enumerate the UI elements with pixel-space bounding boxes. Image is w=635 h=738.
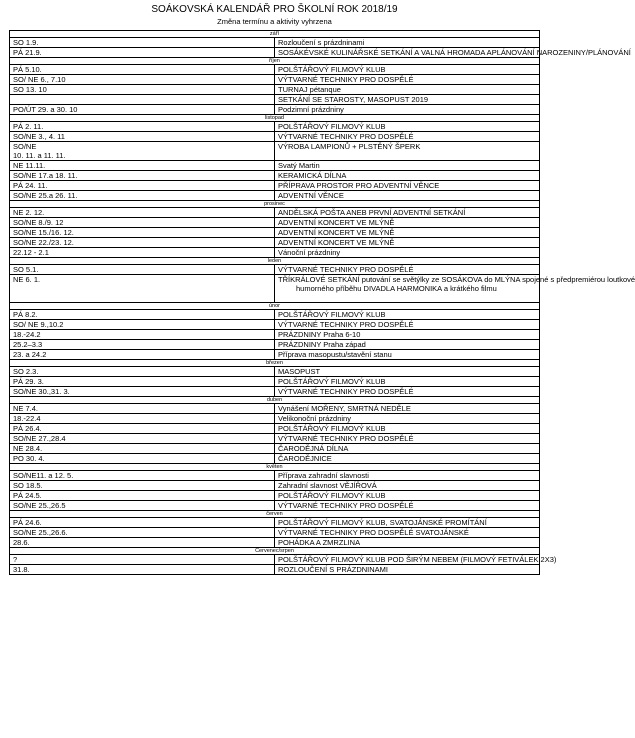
event-date: NE 28.4. bbox=[10, 444, 275, 454]
event-date: PÁ 26.4. bbox=[10, 424, 275, 434]
event-name: VÝTVARNÉ TECHNIKY PRO DOSPĚLÉ bbox=[275, 434, 540, 444]
event-row bbox=[10, 238, 540, 248]
month-label: září bbox=[10, 31, 540, 38]
event-row bbox=[10, 454, 540, 464]
event-name: VÝTVARNÉ TECHNIKY PRO DOSPĚLÉ bbox=[275, 132, 540, 142]
event-date: PÁ 24.6. bbox=[10, 518, 275, 528]
event-date: NE 2. 12. bbox=[10, 208, 275, 218]
event-row bbox=[10, 565, 540, 575]
event-date: NE 7.4. bbox=[10, 404, 275, 414]
event-date: PÁ 21.9. bbox=[10, 48, 275, 58]
event-name: ADVENTNÍ KONCERT VE MLÝNĚ bbox=[275, 238, 540, 248]
event-name: VÝTVARNÉ TECHNIKY PRO DOSPĚLÉ bbox=[275, 320, 540, 330]
event-row bbox=[10, 320, 540, 330]
month-label: květen bbox=[10, 464, 540, 471]
event-row bbox=[10, 248, 540, 258]
month-header-row bbox=[10, 115, 540, 122]
event-date: NE 6. 1. bbox=[10, 275, 275, 303]
event-row bbox=[10, 518, 540, 528]
event-date: 25.2–3.3 bbox=[10, 340, 275, 350]
event-name: SETKÁNÍ SE STAROSTY, MASOPUST 2019 bbox=[275, 95, 540, 105]
month-header-row bbox=[10, 464, 540, 471]
month-label: říjen bbox=[10, 58, 540, 65]
event-row bbox=[10, 481, 540, 491]
event-row bbox=[10, 350, 540, 360]
event-name: Vánoční prázdniny bbox=[275, 248, 540, 258]
event-date: NE 11.11. bbox=[10, 161, 275, 171]
event-date: SO/ NE 9.,10.2 bbox=[10, 320, 275, 330]
event-date: SO/NE 3., 4. 11 bbox=[10, 132, 275, 142]
event-date: SO 13. 10 bbox=[10, 85, 275, 95]
event-name: POLŠTÁŘOVÝ FILMOVÝ KLUB POD ŠIRÝM NEBEM (FILMOVÝ FETIVÁLEK 2X3) bbox=[275, 555, 540, 565]
event-row bbox=[10, 105, 540, 115]
event-name: PRÁZDNINY Praha 6-10 bbox=[275, 330, 540, 340]
event-date: SO/NE 25.a 26. 11. bbox=[10, 191, 275, 201]
event-name: POLŠTÁŘOVÝ FILMOVÝ KLUB bbox=[275, 122, 540, 132]
event-name bbox=[275, 275, 635, 303]
event-date: SO/NE 25.,26.5 bbox=[10, 501, 275, 511]
event-date: PÁ 8.2. bbox=[10, 310, 275, 320]
month-label: Červenec/srpen bbox=[10, 548, 540, 555]
event-date: PÁ 5.10. bbox=[10, 65, 275, 75]
event-date: 28.6. bbox=[10, 538, 275, 548]
event-row bbox=[10, 181, 540, 191]
month-header-row bbox=[10, 548, 540, 555]
event-row bbox=[10, 142, 540, 161]
event-name: VÝTVARNÉ TECHNIKY PRO DOSPĚLÉ bbox=[275, 75, 540, 85]
event-name: POLŠTÁŘOVÝ FILMOVÝ KLUB bbox=[275, 491, 540, 501]
event-name: ADVENTNÍ KONCERT VE MLÝNĚ bbox=[275, 228, 540, 238]
event-date: SO/NE 8./9. 12 bbox=[10, 218, 275, 228]
event-date: ? bbox=[10, 555, 275, 565]
month-header-row bbox=[10, 397, 540, 404]
event-name: ROZLOUČENÍ S PRÁZDNINAMI bbox=[275, 565, 540, 575]
event-name: ČARODĚJNÁ DÍLNA bbox=[275, 444, 540, 454]
event-name: TURNAJ pétanque bbox=[275, 85, 540, 95]
event-row bbox=[10, 501, 540, 511]
month-header-row bbox=[10, 201, 540, 208]
event-row bbox=[10, 330, 540, 340]
event-row bbox=[10, 75, 540, 85]
event-name: Svatý Martin bbox=[275, 161, 540, 171]
month-label: prosinec bbox=[10, 201, 540, 208]
event-name: ČARODĚJNICE bbox=[275, 454, 540, 464]
event-name: PRÁZDNINY Praha západ bbox=[275, 340, 540, 350]
event-row bbox=[10, 38, 540, 48]
month-header-row bbox=[10, 258, 540, 265]
event-date: PÁ 24.5. bbox=[10, 491, 275, 501]
month-label: duben bbox=[10, 397, 540, 404]
event-date: SO/NE 17.a 18. 11. bbox=[10, 171, 275, 181]
event-date-line: SO/NE bbox=[13, 142, 37, 151]
month-label: březen bbox=[10, 360, 540, 367]
event-row bbox=[10, 310, 540, 320]
event-row bbox=[10, 265, 540, 275]
event-date: SO/NE 15./16. 12. bbox=[10, 228, 275, 238]
event-date bbox=[10, 95, 275, 105]
event-row bbox=[10, 85, 540, 95]
event-name: ADVENTNÍ KONCERT VE MLÝNĚ bbox=[275, 218, 540, 228]
event-row bbox=[10, 95, 540, 105]
event-date: SO 5.1. bbox=[10, 265, 275, 275]
event-name: POLŠTÁŘOVÝ FILMOVÝ KLUB bbox=[275, 310, 540, 320]
event-date: 18.-22.4 bbox=[10, 414, 275, 424]
event-name-line: TŘÍKRÁLOVÉ SETKÁNÍ putování se světýlky ze SOSÁKOVA do MLÝNA spojené s předpremiérou loutkové bbox=[278, 275, 635, 284]
event-date: SO 2.3. bbox=[10, 367, 275, 377]
event-name: VÝTVARNÉ TECHNIKY PRO DOSPĚLÉ bbox=[275, 387, 540, 397]
event-row bbox=[10, 491, 540, 501]
event-date: 18.-24.2 bbox=[10, 330, 275, 340]
month-label: leden bbox=[10, 258, 540, 265]
event-row bbox=[10, 340, 540, 350]
event-row bbox=[10, 434, 540, 444]
event-row bbox=[10, 48, 540, 58]
event-name: Vynášení MOŘENY, SMRTNÁ NEDĚLE bbox=[275, 404, 540, 414]
month-header-row bbox=[10, 511, 540, 518]
event-row bbox=[10, 122, 540, 132]
event-row bbox=[10, 377, 540, 387]
event-row bbox=[10, 538, 540, 548]
event-name: ANDĚLSKÁ POŠTA ANEB PRVNÍ ADVENTNÍ SETKÁNÍ bbox=[275, 208, 540, 218]
event-row bbox=[10, 387, 540, 397]
event-date: PO 30. 4. bbox=[10, 454, 275, 464]
event-row bbox=[10, 208, 540, 218]
event-name: POLŠTÁŘOVÝ FILMOVÝ KLUB bbox=[275, 65, 540, 75]
calendar-table bbox=[9, 30, 635, 575]
event-date: PÁ 2. 11. bbox=[10, 122, 275, 132]
event-name: Příprava masopustu/stavění stanu bbox=[275, 350, 540, 360]
month-header-row bbox=[10, 58, 540, 65]
event-name: Zahradní slavnost VĚJÍŘOVÁ bbox=[275, 481, 540, 491]
event-row bbox=[10, 367, 540, 377]
event-date: SO 18.5. bbox=[10, 481, 275, 491]
event-date: PÁ 29. 3. bbox=[10, 377, 275, 387]
event-name: POLŠTÁŘOVÝ FILMOVÝ KLUB, SVATOJÁNSKÉ PROMÍTÁNÍ bbox=[275, 518, 540, 528]
event-name: VÝTVARNÉ TECHNIKY PRO DOSPĚLÉ SVATOJÁNSKÉ bbox=[275, 528, 540, 538]
event-row bbox=[10, 528, 540, 538]
event-row bbox=[10, 404, 540, 414]
event-date: SO 1.9. bbox=[10, 38, 275, 48]
event-name: Rozloučení s prázdninami bbox=[275, 38, 540, 48]
event-row bbox=[10, 218, 540, 228]
event-name: VÝTVARNÉ TECHNIKY PRO DOSPĚLÉ bbox=[275, 501, 540, 511]
event-name: VÝTVARNÉ TECHNIKY PRO DOSPĚLÉ bbox=[275, 265, 540, 275]
event-name: Velikonoční prázdniny bbox=[275, 414, 540, 424]
event-row bbox=[10, 275, 540, 303]
event-name: POLŠTÁŘOVÝ FILMOVÝ KLUB bbox=[275, 377, 540, 387]
event-name: POLŠTÁŘOVÝ FILMOVÝ KLUB bbox=[275, 424, 540, 434]
event-name: VÝROBA LAMPIONŮ + PLSTĚNÝ ŠPERK bbox=[275, 142, 540, 161]
event-name-line: humorného příběhu DIVADLA HARMONIKA a krátkého filmu bbox=[296, 284, 497, 293]
month-label: červen bbox=[10, 511, 540, 518]
event-row bbox=[10, 65, 540, 75]
event-date: SO/NE 27.,28.4 bbox=[10, 434, 275, 444]
event-name: PŘÍPRAVA PROSTOR PRO ADVENTNÍ VĚNCE bbox=[275, 181, 540, 191]
month-label: listopad bbox=[10, 115, 540, 122]
month-label: únor bbox=[10, 303, 540, 310]
event-row bbox=[10, 228, 540, 238]
month-header-row bbox=[10, 31, 540, 38]
month-header-row bbox=[10, 360, 540, 367]
event-date: SO/ NE 6., 7.10 bbox=[10, 75, 275, 85]
event-date: SO/NE 25.,26.6. bbox=[10, 528, 275, 538]
event-row bbox=[10, 161, 540, 171]
event-row bbox=[10, 424, 540, 434]
event-row bbox=[10, 191, 540, 201]
event-date: SO/NE 30.,31. 3. bbox=[10, 387, 275, 397]
event-date: SO/NE11. a 12. 5. bbox=[10, 471, 275, 481]
event-row bbox=[10, 132, 540, 142]
event-name: POHÁDKA A ZMRZLINA bbox=[275, 538, 540, 548]
event-date: 22.12 - 2.1 bbox=[10, 248, 275, 258]
page-title: SOÁKOVSKÁ KALENDÁŘ PRO ŠKOLNÍ ROK 2018/19 bbox=[151, 4, 398, 15]
month-header-row bbox=[10, 303, 540, 310]
event-name: KERAMICKÁ DÍLNA bbox=[275, 171, 540, 181]
event-date bbox=[10, 142, 275, 161]
event-row bbox=[10, 414, 540, 424]
event-name: SOSÁKÉVSKÉ KULINÁŘSKÉ SETKÁNÍ A VALNÁ HROMADA APLÁNOVÁNÍ NAROZENINY/PLÁNOVÁNÍ bbox=[275, 48, 540, 58]
event-row bbox=[10, 471, 540, 481]
event-date-line: 10. 11. a 11. 11. bbox=[13, 151, 66, 160]
event-date: PO/ÚT 29. a 30. 10 bbox=[10, 105, 275, 115]
event-date: SO/NE 22./23. 12. bbox=[10, 238, 275, 248]
event-name: Příprava zahradní slavnosti bbox=[275, 471, 540, 481]
page-subtitle: Změna termínu a aktivity vyhrzena bbox=[217, 17, 332, 26]
event-row bbox=[10, 555, 540, 565]
event-name: Podzimní prázdniny bbox=[275, 105, 540, 115]
event-row bbox=[10, 444, 540, 454]
event-date: PÁ 24. 11. bbox=[10, 181, 275, 191]
event-name: MASOPUST bbox=[275, 367, 540, 377]
event-date: 31.8. bbox=[10, 565, 275, 575]
event-name: ADVENTNÍ VĚNCE bbox=[275, 191, 540, 201]
event-row bbox=[10, 171, 540, 181]
event-date: 23. a 24.2 bbox=[10, 350, 275, 360]
